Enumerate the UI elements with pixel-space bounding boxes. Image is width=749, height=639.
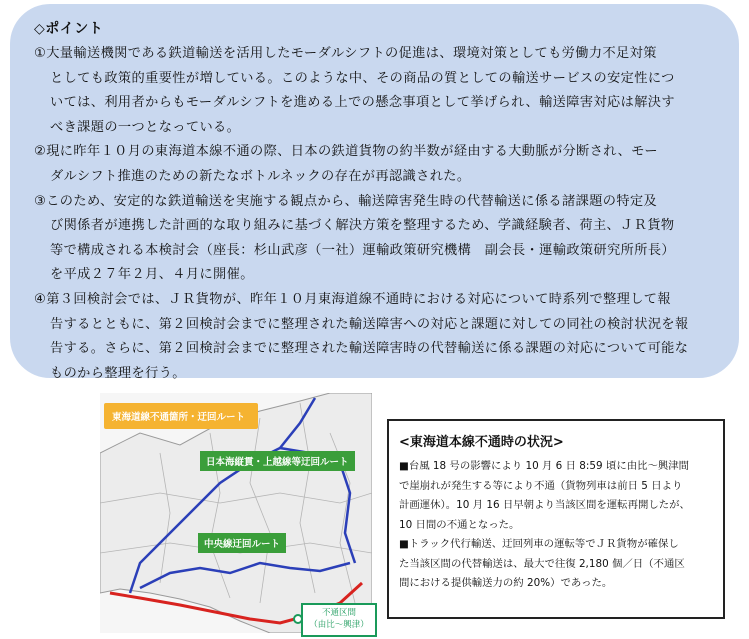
point-item-3-line-2: び関係者が連携した計画的な取り組みに基づく解決方策を整理するため、学識経験者、荷主、ＪＲ貨物: [50, 218, 675, 234]
status-line-5: ■トラック代行輸送、迂回列車の運転等でＪＲ貨物が確保し: [399, 538, 679, 550]
route-map: [100, 393, 372, 633]
status-line-4: 10 日間の不通となった。: [399, 518, 520, 531]
point-item-1: [34, 42, 724, 140]
status-line-2: で崖崩れが発生する等により不通（貨物列車は前日 5 日より: [399, 479, 683, 492]
point-item-4-line-2: 告するとともに、第２回検討会までに整理された輸送障害への対応と課題に対しての同社の検討状況を報: [50, 316, 689, 332]
point-item-4-line-1: ④第３回検討会では、ＪＲ貨物が、昨年１０月東海道線不通時における対応について時系列で整理して報: [34, 291, 671, 307]
route-map-graphic: [100, 393, 372, 633]
point-item-3-line-3: 等で構成される本検討会（座長：杉山武彦（一社）運輸政策研究機構 副会長・運輸政策研究所所長）: [50, 242, 676, 258]
point-heading: ◇ポイント: [34, 21, 104, 37]
point-item-1-line-2: としても政策的重要性が増している。このような中、その商品の質としての輸送サービスの安定性につ: [50, 70, 675, 86]
point-item-3-line-4: を平成２７年２月、４月に開催。: [50, 267, 254, 283]
status-title: <東海道本線不通時の状況>: [399, 435, 564, 450]
status-line-1: ■台風 18 号の影響により 10 月 6 日 8:59 頃に由比～興津間: [399, 460, 690, 472]
point-item-3: [34, 190, 724, 288]
point-list: [34, 42, 724, 386]
point-item-4-line-4: ものから整理を行う。: [50, 365, 186, 381]
closed-section-range: （由比～興津）: [309, 620, 369, 630]
japansea-route-tag: 日本海縦貫・上越線等迂回ルート: [200, 451, 355, 471]
point-item-2-line-2: ダルシフト推進のための新たなボトルネックの存在が再認識された。: [50, 168, 471, 184]
point-item-2-line-1: ②現に昨年１０月の東海道本線不通の際、日本の鉄道貨物の約半数が経由する大動脈が分断され、モー: [34, 144, 658, 160]
point-item-4: [34, 288, 724, 386]
status-line-7: 間における提供輸送力の約 20%）であった。: [399, 577, 613, 589]
chuo-route-tag: 中央線迂回ルート: [198, 533, 286, 553]
status-body: [399, 457, 715, 594]
tokaido-route-tag: 東海道線不通箇所・迂回ルート: [104, 403, 258, 429]
point-item-1-line-1: ①大量輸送機関である鉄道輸送を活用したモーダルシフトの促進は、環境対策としても労働力不足対策: [34, 46, 657, 61]
status-line-3: 計画運休）。10 月 16 日早朝より当該区間を運転再開したが、: [399, 499, 690, 511]
status-panel: [387, 419, 725, 619]
point-item-1-line-3: いては、利用者からもモーダルシフトを進める上での懸念事項として挙げられ、輸送障害対応は解決す: [50, 95, 675, 111]
status-line-6: た当該区間の代替輸送は、最大で往復 2,180 個／日（不通区: [399, 557, 685, 570]
closed-section-title: 不通区間: [321, 608, 356, 618]
point-item-4-line-3: 告する。さらに、第２回検討会までに整理された輸送障害時の代替輸送に係る課題の対応について可能な: [50, 341, 689, 357]
point-item-3-line-1: ③このため、安定的な鉄道輸送を実施する観点から、輸送障害発生時の代替輸送に係る諸課題の特定及: [34, 193, 658, 209]
point-item-2: [34, 140, 724, 189]
closed-section-tag: [301, 603, 377, 637]
point-item-1-line-4: べき課題の一つとなっている。: [50, 119, 241, 135]
